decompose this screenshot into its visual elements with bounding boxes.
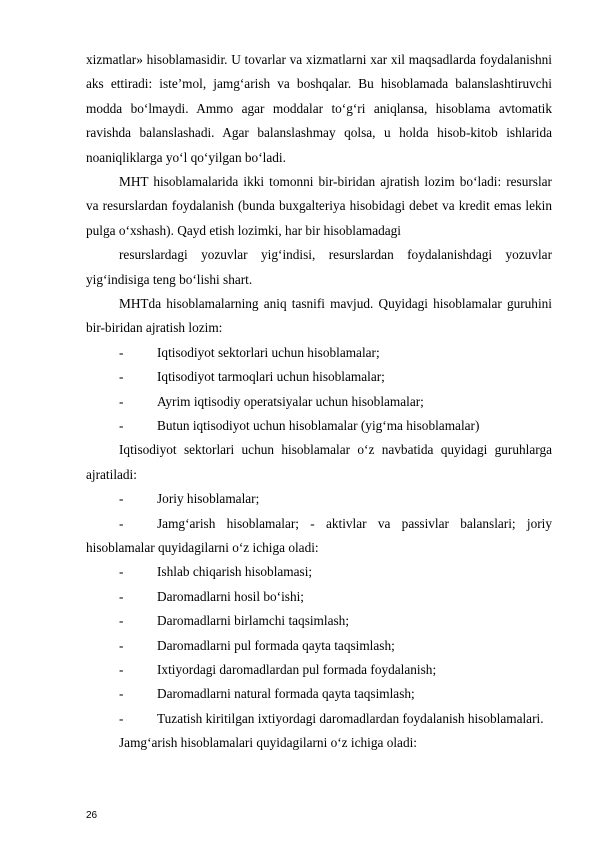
list-dash: - — [119, 491, 124, 507]
list-item: - Daromadlarni natural formada qayta taqsimlash; — [86, 682, 552, 706]
list-item: - Joriy hisoblamalar; — [86, 487, 552, 511]
list-item: - Ixtiyordagi daromadlardan pul formada foydalanish; — [86, 658, 552, 682]
list-item: - Iqtisodiyot sektorlari uchun hisoblamalar; — [86, 341, 552, 365]
paragraph-4: Iqtisodiyot sektorlari uchun hisoblamalar o‘z navbatida quyidagi guruhlarga ajratiladi: — [86, 442, 552, 482]
list-dash: - — [119, 393, 124, 409]
list-dash: - — [119, 710, 124, 726]
list-dash: - — [119, 588, 124, 604]
list-item: - Butun iqtisodiyot uchun hisoblamalar (yig‘ma hisoblamalar) — [86, 414, 552, 438]
page-number: 26 — [86, 810, 98, 821]
list-dash: - — [119, 418, 124, 434]
list-dash: - — [119, 662, 124, 678]
paragraph-5: Jamg‘arish hisoblamalari quyidagilarni o‘z ichiga oladi: — [119, 735, 417, 751]
list-item: - Daromadlarni pul formada qayta taqsimlash; — [86, 634, 552, 658]
paragraph-3: MHTda hisoblamalarning aniq tasnifi mavjud. Quyidagi hisoblamalar guruhini bir-biridan ajratish lozim: — [86, 296, 552, 336]
list-item: - Tuzatish kiritilgan ixtiyordagi daromadlardan foydalanish hisoblamalari. — [86, 707, 552, 731]
paragraph-1: xizmatlar» hisoblamasidir. U tovarlar va xizmatlarni xar xil maqsadlarda foydalanishni aks ettiradi: iste’mol, jamg‘arish va boshqalar. Bu hisoblamada balanslashtiruvchi modda bo‘lmaydi. Ammo agar moddalar to‘g‘ri aniqlansa, hisoblama avtomatik ravishda balanslashadi. Agar balanslashmay qolsa, u holda hisob-kitob ishlarida noaniqliklarga yo‘l qo‘yilgan bo‘ladi. — [86, 52, 552, 165]
list-account-groups — [86, 341, 552, 439]
list-item: - Ayrim iqtisodiy operatsiyalar uchun hisoblamalar; — [86, 390, 552, 414]
list-dash: - — [119, 515, 124, 531]
list-dash: - — [119, 613, 124, 629]
list-item: - Daromadlarni birlamchi taqsimlash; — [86, 609, 552, 633]
list-item: - Iqtisodiyot tarmoqlari uchun hisoblamalar; — [86, 365, 552, 389]
list-dash: - — [119, 686, 124, 702]
paragraph-2-continued: resurslardagi yozuvlar yig‘indisi, resurslardan foydalanishdagi yozuvlar yig‘indisiga teng bo‘lishi shart. — [86, 247, 552, 287]
list-sector-accounts — [86, 487, 552, 560]
list-item: - Ishlab chiqarish hisoblamasi; — [86, 560, 552, 584]
list-dash: - — [119, 369, 124, 385]
list-item: - Jamg‘arish hisoblamalar; - aktivlar va passivlar balanslari; joriy hisoblamalar quyidagilarni o‘z ichiga oladi: — [86, 512, 552, 561]
paragraph-2: MHT hisoblamalarida ikki tomonni bir-biridan ajratish lozim bo‘ladi: resurslar va resurslardan foydalanish (bunda buxgalteriya hisobidagi debet va kredit emas lekin pulga o‘xshash). Qayd etish lozimki, har bir hisoblamadagi — [86, 174, 552, 238]
list-dash: - — [119, 564, 124, 580]
list-dash: - — [119, 637, 124, 653]
list-item: - Daromadlarni hosil bo‘ishi; — [86, 585, 552, 609]
document-page — [86, 48, 552, 756]
list-current-accounts — [86, 560, 552, 731]
list-dash: - — [119, 344, 124, 360]
